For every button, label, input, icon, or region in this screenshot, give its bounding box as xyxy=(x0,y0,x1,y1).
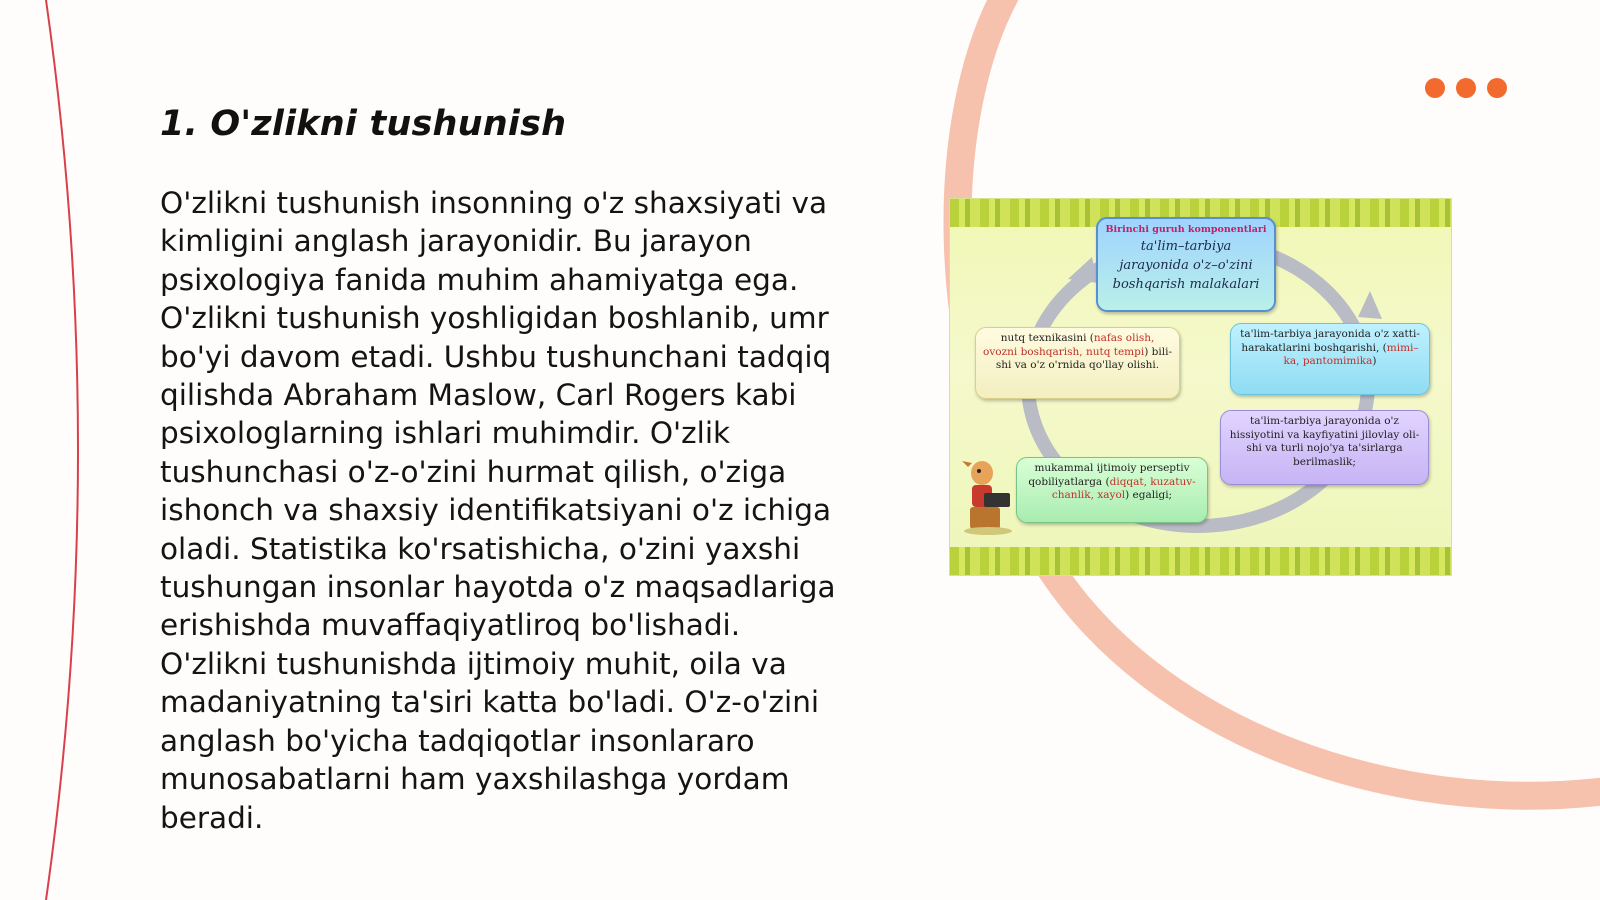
dot xyxy=(1456,78,1476,98)
left-curve-line xyxy=(46,0,78,900)
bottom-box-text-c: ) egaligi; xyxy=(1125,489,1173,501)
bottom-box xyxy=(1016,457,1208,523)
right-bottom-box xyxy=(1220,410,1429,485)
center-box xyxy=(1096,217,1276,312)
dot xyxy=(1487,78,1507,98)
slide-body-text: O'zlikni tushunish insonning o'z shaxsiyati va kimligini anglash jarayonidir. Bu jarayon psixologiya fanida muhim ahamiyatga ega. O'zlikni tushunish yoshligidan boshlanib, umr bo'yi davom etadi. Ushbu tushunchani tadqiq qilishda Abraham Maslow, Carl Rogers kabi psixologlarning ishlari muhimdir. O'zlik tushunchasi o'z-o'zini hurmat qilish, o'ziga ishonch va shaxsiy identifikatsiyani o'z ichiga oladi. Statistika ko'rsatishicha, o'zini yaxshi tushungan insonlar hayotda o'z maqsadlariga erishishda muvaffaqiyatliroq bo'lishadi. O'zlikni tushunishda ijtimoiy muhit, oila va madaniyatning ta'siri katta bo'ladi. O'z-o'zini anglash bo'yicha tadqiqotlar insonlararo munosabatlarni ham yaxshilashga yordam beradi. xyxy=(160,186,836,835)
right-box-text-a: ta'lim-tarbiya jarayonida o'z xatti-harakatlarini boshqarishi, ( xyxy=(1240,328,1420,354)
left-box-text-c: ) bili-shi va o'z o'rnida qo'llay olishi. xyxy=(995,345,1172,371)
center-box-subtitle: Birinchi guruh komponentlari xyxy=(1105,224,1267,235)
right-box-text-b: mimi–ka, pantomimika xyxy=(1283,341,1419,367)
left-box-text-b: nafas olish, ovozni boshqarish, nutq tempi xyxy=(983,332,1155,358)
right-bottom-box-text: ta'lim-tarbiya jarayonida o'z hissiyotini va kayfiyatini jilovlay oli-shi va turli nojo'ya ta'sirlarga berilmaslik; xyxy=(1229,415,1420,468)
bottom-box-text-a: mukammal ijtimoiy perseptiv qobiliyatlarga ( xyxy=(1028,462,1190,488)
cartoon-character-icon xyxy=(960,459,1016,535)
left-box xyxy=(975,327,1180,399)
slide-title: 1. O'zlikni tushunish xyxy=(160,104,567,144)
dot xyxy=(1425,78,1445,98)
left-box-text-a: nutq texnikasini ( xyxy=(1000,332,1094,344)
right-box xyxy=(1230,323,1430,395)
cycle-diagram-image xyxy=(950,199,1451,575)
right-box-text-c: ) xyxy=(1372,355,1377,367)
center-box-title: ta'lim–tarbiya jarayonida o'z–o'zini boshqarish malakalari xyxy=(1112,238,1260,292)
dots-menu-icon xyxy=(1425,78,1507,98)
bottom-box-text-b: diqqat, kuzatuv-chanlik, xayol xyxy=(1051,475,1196,501)
